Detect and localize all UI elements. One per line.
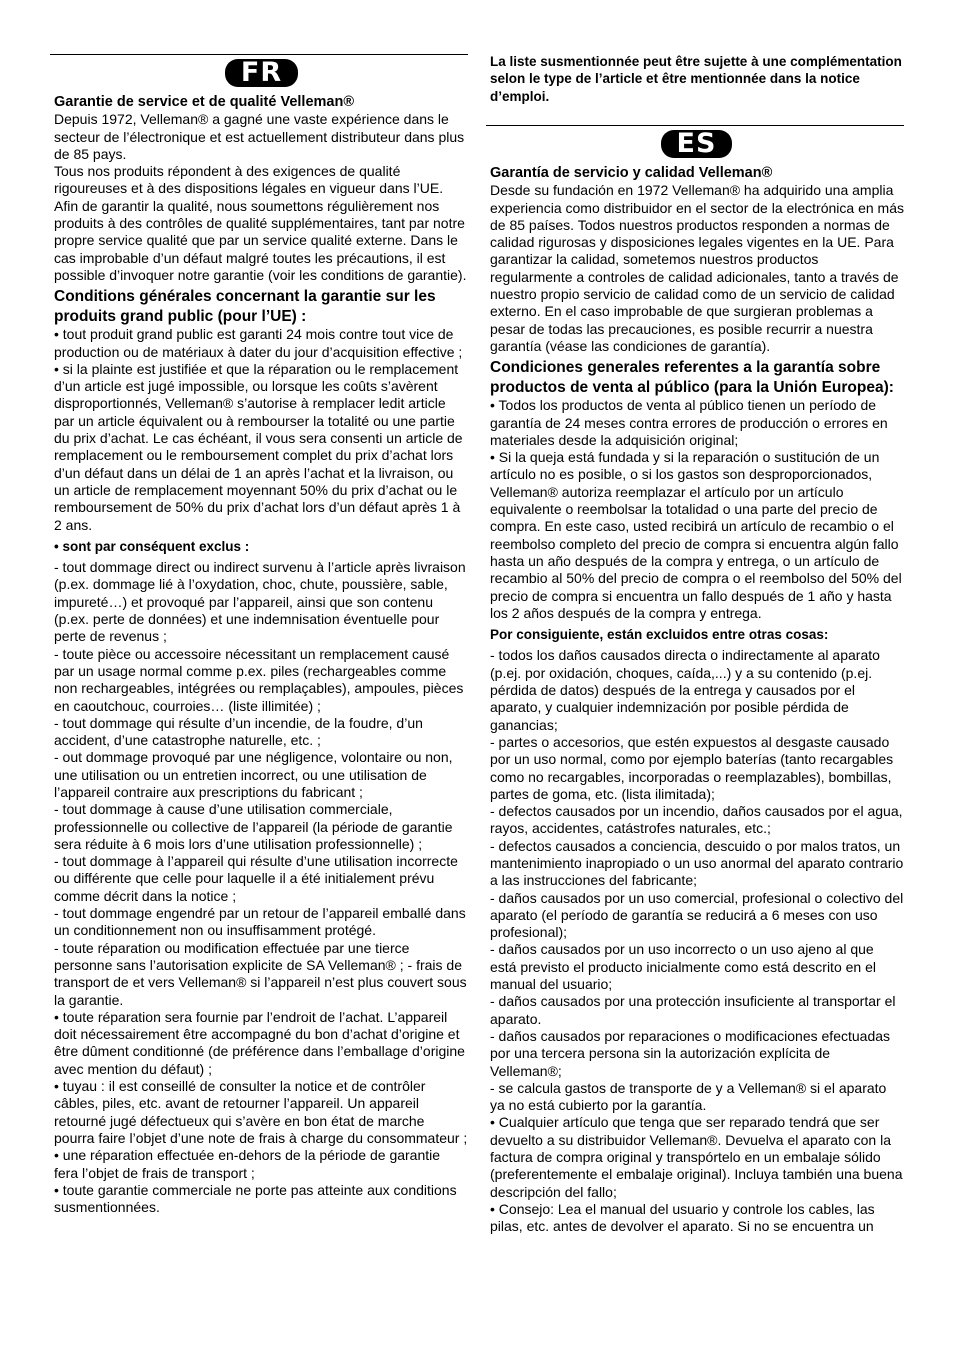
- fr-heading: Garantie de service et de qualité Velleman®: [54, 94, 355, 110]
- fr-warranty-section: [54, 94, 468, 1216]
- es-excluded-item: - daños causados por reparaciones o modificaciones efectuadas por una tercera persona sin la autorización explícita de Velleman®;: [490, 1027, 891, 1079]
- fr-excluded-heading: • sont par conséquent exclus :: [54, 538, 250, 554]
- fr-excluded-item: - toute pièce ou accessoire nécessitant un remplacement causé par un usage normal comme p.ex. piles (rechargeables comme non rechargeables, intégrées ou remplaçables), ampoules, pièces en caoutchouc, courroies… (liste illimitée) ;: [54, 645, 464, 714]
- fr-condition-item: • si la plainte est justifiée et que la réparation ou le remplacement d’un article est jugé impossible, ou lorsque les coûts s’avèrent disproportionnés, Velleman® s’autorise à remplacer ledit article par un article équivalent ou à rembourser la totalité ou une partie du prix d’achat. Le cas échéant, il vous sera consenti un article de remplacement ou le remboursement complet du prix d’achat lors d’un défaut dans un délai de 1 an après l’achat et la livraison, ou un article de remplacement moyennant 50% du prix d’achat ou le remboursement de 50% du prix d’achat lors d’un défaut après 1 à 2 ans.: [54, 360, 463, 533]
- fr-conditions-heading: Conditions générales concernant la garantie sur les produits grand public (pour l’UE) :: [54, 288, 436, 325]
- es-excluded-item: - todos los daños causados directa o indirectamente al aparato (p.ej. por oxidación, choques, caída,...) y a su contenido (p.ej. pérdida de datos) después de la entrega y causados por el aparato, y cualquier indemnización por posible pérdida de ganancias;: [490, 647, 880, 733]
- es-excluded-item: - daños causados por un uso comercial, profesional o colectivo del aparato (el período de garantía se reducirá a 6 meses con uso profesional);: [490, 889, 904, 941]
- fr-excluded-item: • tuyau : il est conseillé de consulter la notice et de contrôler câbles, piles, etc. avant de retourner l’appareil. Un appareil retourné jugé défectueux qui s’avère en bon état de marche pourra faire l’objet d’une note de frais à charge du consommateur ;: [54, 1078, 468, 1146]
- section-divider: [486, 125, 904, 126]
- es-excluded-item: - partes o accesorios, que estén expuestos al desgaste causado por un uso normal, como por ejemplo baterías (tanto recargables como no recargables, incorporadas o reemplazables), bombillas, partes de goma, etc. (lista ilimitada);: [490, 733, 894, 802]
- es-conditions-heading: Condiciones generales referentes a la garantía sobre productos de venta al público (para la Unión Europea):: [490, 359, 894, 396]
- es-condition-item: • Si la queja está fundada y si la reparación o sustitución de un artículo no es posible, o si los gastos son desproporcionados, Velleman® autoriza reemplazar el artículo por un artículo equivalente o reembolsar la totalidad o una parte del precio de compra. En este caso, usted recibirá un artículo de recambio o el reembolso completo del precio de compra si encuentra algún fallo hasta un año después de la compra y entrega, o un artículo de recambio al 50% del precio de compra o el reembolso del 50% del precio de compra si encuentra un fallo después de 1 año y hasta los 2 años después de la compra y entrega.: [490, 449, 902, 621]
- es-excluded-item: - defectos causados a conciencia, descuido o por malos tratos, un mantenimiento inapropiado o un uso anormal del aparato contrario a las instrucciones del fabricante;: [490, 837, 904, 889]
- es-excluded-item: • Consejo: Lea el manual del usuario y controle los cables, las pilas, etc. antes de devolver el aparato. Si no se encuentra un: [490, 1200, 875, 1235]
- fr-language-badge: FR: [225, 59, 298, 87]
- fr-intro-paragraph: Tous nos produits répondent à des exigences de qualité rigoureuses et à des dispositions légales en vigueur dans l’UE. Afin de garantir la qualité, nous soumettons régulièrement nos produits à des contrôles de qualité supplémentaires, tant par notre propre service qualité que par un service qualité externe. Dans le cas improbable d’un défaut malgré toutes les précautions, il est possible d’invoquer notre garantie (voir les conditions de garantie).: [54, 163, 467, 283]
- es-condition-item: • Todos los productos de venta al público tienen un período de garantía de 24 meses contra errores de producción o errores en materiales desde la adquisición original;: [490, 397, 888, 448]
- fr-intro-paragraph: Depuis 1972, Velleman® a gagné une vaste expérience dans le secteur de l’électronique et est actuellement distributeur dans plus de 85 pays.: [54, 111, 465, 162]
- es-language-badge: ES: [661, 130, 732, 158]
- fr-excluded-item: - tout dommage à l’appareil qui résulte d’une utilisation incorrecte ou différente que celle pour laquelle il a été initialement prévu comme décrit dans la notice ;: [54, 853, 458, 904]
- es-excluded-item: - defectos causados por un incendio, daños causados por el agua, rayos, accidentes, catástrofes naturales, etc.;: [490, 803, 903, 837]
- fr-excluded-item: - tout dommage direct ou indirect survenu à l’article après livraison (p.ex. dommage lié à l’oxydation, choc, chute, poussière, sable, impureté…) et provoqué par l’appareil, ainsi que son contenu (p.ex. perte de données) et une indemnisation éventuelle pour perte de revenus ;: [54, 559, 466, 645]
- fr-excluded-item: - tout dommage à cause d’une utilisation commerciale, professionnelle ou collective de l’appareil (la période de garantie sera réduite à 6 mois lors d’une utilisation professionnelle) ;: [54, 801, 453, 852]
- fr-excluded-item: - tout dommage qui résulte d’un incendie, de la foudre, d’un accident, d’une catastrophe naturelle, etc. ;: [54, 714, 423, 749]
- fr-excluded-item: • toute réparation sera fournie par l’endroit de l’achat. L’appareil doit nécessairement être accompagné du bon d’achat d’origine et être dûment conditionné (de préférence dans l’emballage d’origine avec mention du défaut) ;: [54, 1008, 465, 1077]
- fr-excluded-item: - tout dommage engendré par un retour de l’appareil emballé dans un conditionnement non ou insuffisamment protégé.: [54, 905, 466, 939]
- es-excluded-heading: Por consiguiente, están excluidos entre otras cosas:: [490, 627, 829, 643]
- es-heading: Garantía de servicio y calidad Velleman®: [490, 165, 773, 181]
- es-excluded-item: - se calcula gastos de transporte de y a Velleman® si el aparato ya no está cubierto por la garantía.: [490, 1079, 887, 1114]
- fr-condition-item: • tout produit grand public est garanti 24 mois contre tout vice de production ou de matériaux à dater du jour d’acquisition effective ;: [54, 326, 463, 360]
- fr-excluded-item: - out dommage provoqué par une négligence, volontaire ou non, une utilisation ou un entretien incorrect, ou une utilisation de l’appareil contraire aux prescriptions du fabricant ;: [54, 749, 453, 800]
- section-divider: [50, 54, 468, 55]
- es-intro-paragraph: Desde su fundación en 1972 Velleman® ha adquirido una amplia experiencia como distribuidor en el sector de la electrónica en más de 85 países. Todos nuestros productos responden a normas de calidad rigurosas y disposiciones legales vigentes en la UE. Para garantizar la calidad, sometemos nuestros productos regularmente a controles de calidad adicionales, tanto a través de nuestro propio servicio de calidad como de un servicio de calidad externo. En el caso improbable de que surgieran problemas a pesar de todas las precauciones, es posible recurrir a nuestra garantía (véase las condiciones de garantía).: [490, 182, 904, 354]
- fr-closing-note: La liste susmentionnée peut être sujette à une complémentation selon le type de l’article et être mentionnée dans la notice d’emploi.: [490, 54, 902, 104]
- es-excluded-item: • Cualquier artículo que tenga que ser reparado tendrá que ser devuelto a su distribuidor Velleman®. Devuelva el aparato con la factura de compra original y transpórtelo en un embalaje sólido (preferentemente el embalaje original). Incluya también una buena descripción del fallo;: [490, 1114, 903, 1200]
- fr-excluded-item: - toute réparation ou modification effectuée par une tierce personne sans l’autorisation explicite de SA Velleman® ; - frais de transport de et vers Velleman® si l’appareil n’est plus couvert sous la garantie.: [54, 939, 467, 1008]
- es-excluded-item: - daños causados por una protección insuficiente al transportar el aparato.: [490, 993, 896, 1027]
- fr-excluded-item: • toute garantie commerciale ne porte pas atteinte aux conditions susmentionnées.: [54, 1181, 457, 1216]
- es-excluded-item: - daños causados por un uso incorrecto o un uso ajeno al que está previsto el producto inicialmente como está descrito en el manual del usuario;: [490, 941, 876, 993]
- fr-excluded-item: • une réparation effectuée en-dehors de la période de garantie fera l’objet de frais de transport ;: [54, 1147, 441, 1181]
- es-warranty-section: [490, 165, 904, 1236]
